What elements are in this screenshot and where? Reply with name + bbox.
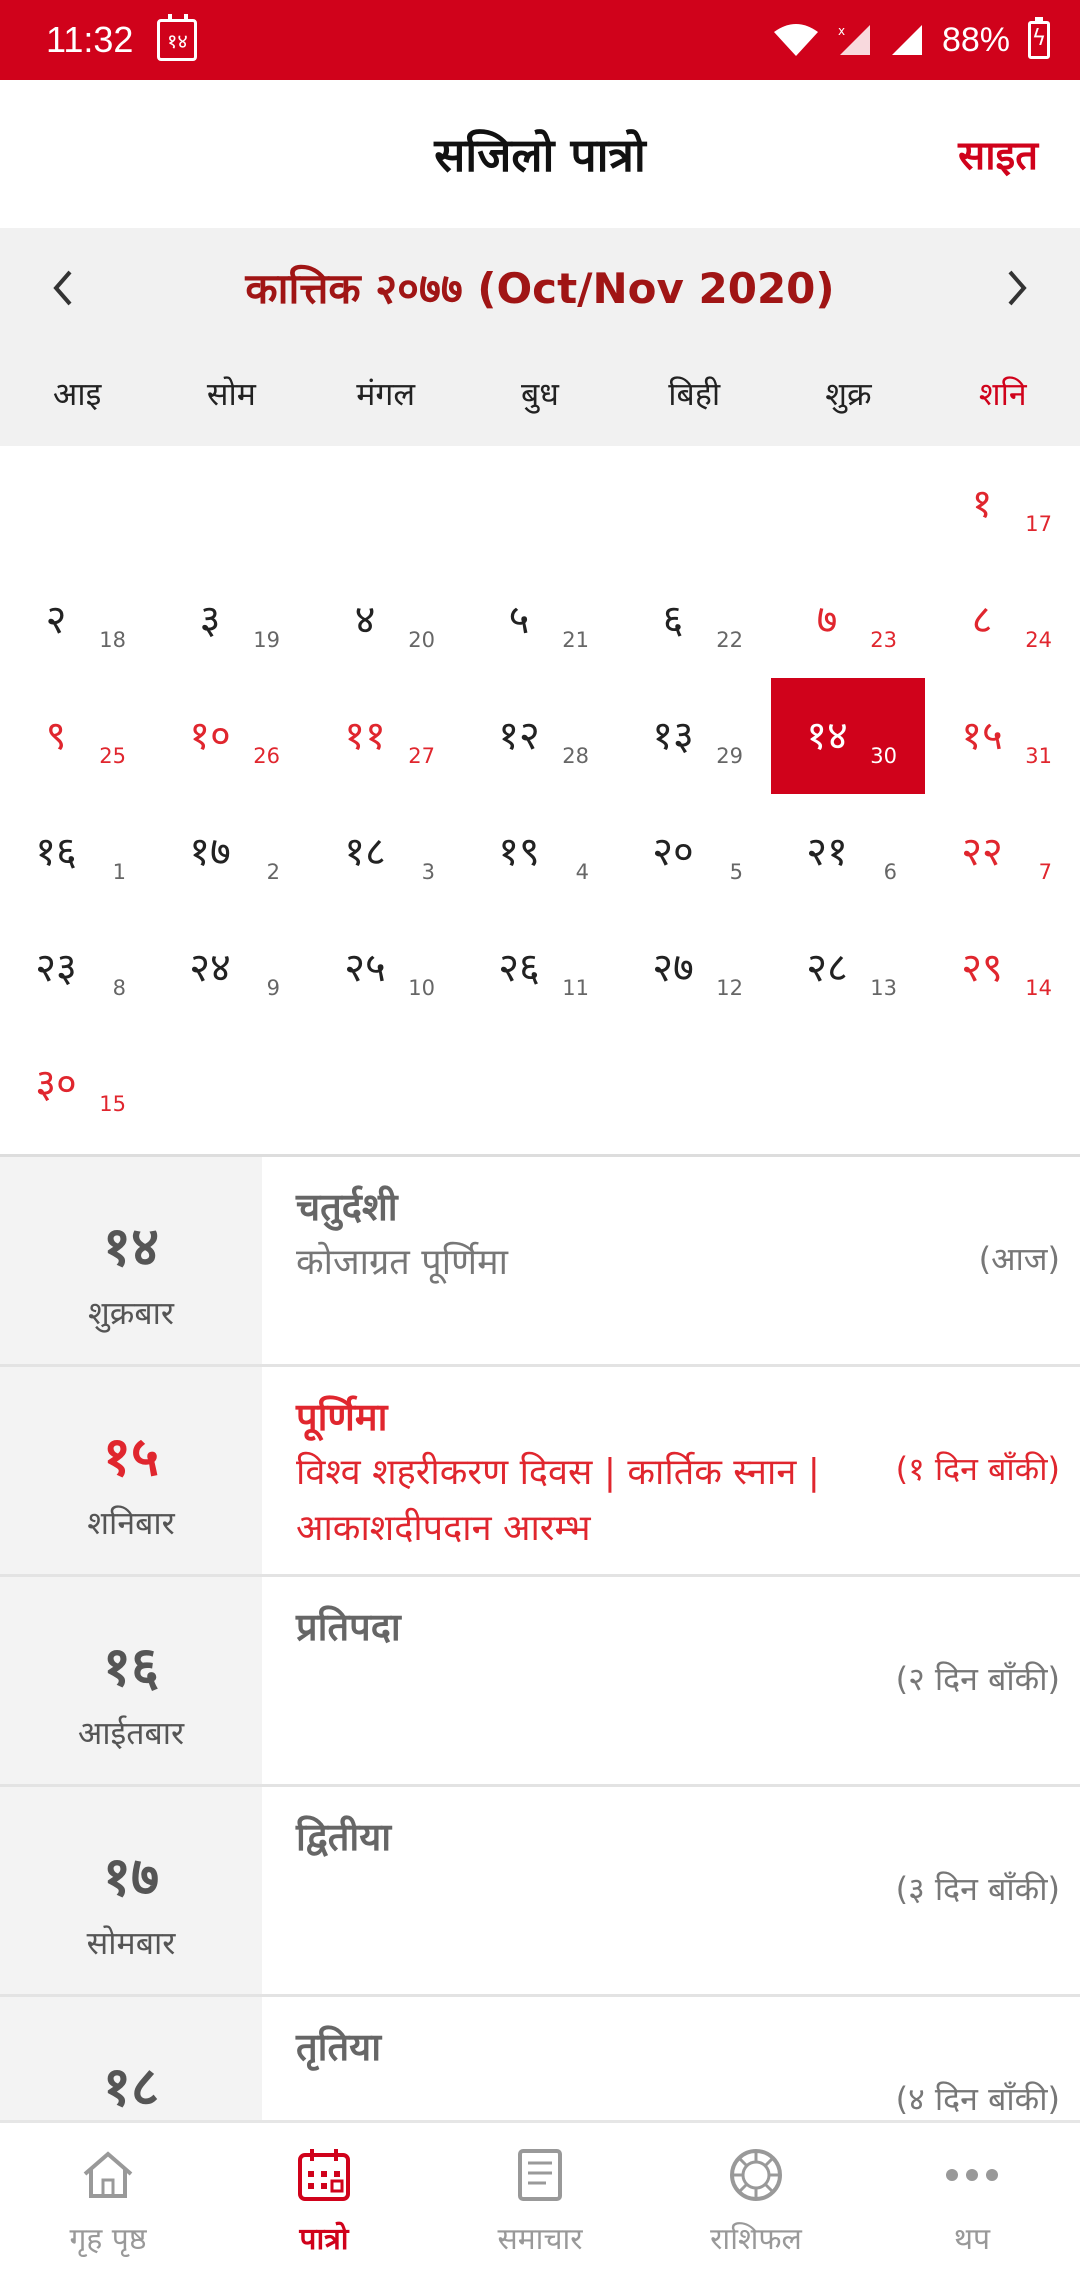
day-number-nepali: ४ [354, 597, 376, 643]
status-indicators [772, 21, 1050, 60]
event-tithi: चतुर्दशी [296, 1185, 398, 1229]
day-number-english: 13 [870, 976, 897, 1000]
event-description: कोजाग्रत पूर्णिमा [296, 1242, 508, 1283]
event-row[interactable] [0, 1787, 1080, 1997]
event-body [262, 1577, 1080, 1784]
day-number-nepali: २ [45, 597, 67, 643]
status-bar [0, 0, 1080, 80]
calendar-day[interactable] [617, 678, 771, 794]
day-number-english: 29 [716, 744, 743, 768]
events-list [0, 1154, 1080, 2120]
day-number-english: 26 [253, 744, 280, 768]
event-day-number: १८ [102, 2055, 160, 2118]
cell-signal-icon [838, 23, 872, 57]
day-number-english: 2 [266, 860, 280, 884]
day-number-nepali: १ [971, 481, 993, 527]
zodiac-icon [726, 2145, 786, 2205]
wifi-icon [772, 22, 820, 58]
nav-horoscope[interactable] [648, 2123, 864, 2280]
day-number-english: 24 [1025, 628, 1052, 652]
day-number-nepali: ९ [45, 713, 67, 759]
calendar-day[interactable] [771, 910, 925, 1026]
nav-label: पात्रो [299, 2222, 349, 2257]
month-title: कात्तिक २०७७ (Oct/Nov 2020) [245, 263, 835, 313]
day-number-english: 23 [870, 628, 897, 652]
weekday-label-saturday: शनि [978, 375, 1027, 413]
event-days-remaining: (४ दिन बाँकी) [895, 2080, 1060, 2118]
day-number-english: 28 [562, 744, 589, 768]
day-number-nepali: २७ [652, 945, 694, 991]
calendar-day[interactable] [154, 910, 308, 1026]
calendar-grid [0, 446, 1080, 1154]
nav-label: गृह पृष्ठ [69, 2222, 147, 2257]
event-day-name: शुक्रबार [88, 1294, 174, 1332]
app-title: सजिलो पात्रो [434, 128, 646, 182]
calendar-day[interactable] [463, 910, 617, 1026]
day-number-english: 18 [99, 628, 126, 652]
app-header [0, 80, 1080, 228]
day-number-nepali: ३० [35, 1061, 77, 1107]
calendar-day[interactable] [617, 910, 771, 1026]
weekday-header-row [0, 346, 1080, 446]
day-number-english: 7 [1038, 860, 1052, 884]
cell-signal-2-icon [890, 23, 924, 57]
day-number-nepali: ८ [971, 597, 993, 643]
event-day-name: शनिबार [87, 1504, 175, 1542]
more-icon [942, 2145, 1002, 2205]
day-number-nepali: २३ [35, 945, 77, 991]
calendar-day[interactable] [309, 794, 463, 910]
day-number-nepali: १५ [961, 713, 1003, 759]
event-row[interactable] [0, 1157, 1080, 1367]
calendar-day[interactable] [154, 562, 308, 678]
chevron-left-icon [50, 268, 74, 308]
event-tithi: पूर्णिमा [296, 1395, 388, 1439]
calendar-day[interactable] [926, 562, 1080, 678]
day-number-nepali: २९ [961, 945, 1003, 991]
event-row[interactable] [0, 1367, 1080, 1577]
day-number-nepali: ५ [508, 597, 530, 643]
day-number-nepali: ६ [662, 597, 684, 643]
event-day-number: १४ [102, 1215, 160, 1278]
calendar-day[interactable] [0, 794, 154, 910]
day-number-english: 10 [408, 976, 435, 1000]
calendar-notification-icon [157, 19, 197, 61]
day-number-nepali: १२ [498, 713, 540, 759]
day-number-english: 12 [716, 976, 743, 1000]
day-number-english: 20 [408, 628, 435, 652]
calendar-day[interactable] [154, 794, 308, 910]
event-date-box [0, 1157, 262, 1364]
day-number-nepali: १३ [652, 713, 694, 759]
event-tithi: तृतिया [296, 2025, 382, 2069]
event-body [262, 1787, 1080, 1994]
status-time: 11:32 [46, 19, 134, 60]
day-number-english: 4 [575, 860, 589, 884]
day-number-english: 31 [1025, 744, 1052, 768]
calendar-day[interactable] [771, 794, 925, 910]
day-number-english: 14 [1025, 976, 1052, 1000]
day-number-nepali: २५ [344, 945, 386, 991]
event-date-box [0, 1787, 262, 1994]
day-number-nepali: १४ [806, 713, 848, 759]
calendar-day[interactable] [771, 562, 925, 678]
calendar-day[interactable] [309, 678, 463, 794]
day-number-nepali: २४ [189, 945, 231, 991]
calendar-day[interactable] [463, 562, 617, 678]
event-day-number: १६ [102, 1635, 160, 1698]
day-number-nepali: ३ [199, 597, 221, 643]
calendar-notification-number: १४ [167, 28, 188, 53]
event-date-box [0, 1577, 262, 1784]
weekday-label: सोम [206, 375, 256, 413]
calendar-day[interactable] [309, 562, 463, 678]
day-number-nepali: १८ [344, 829, 386, 875]
event-days-remaining: (२ दिन बाँकी) [895, 1660, 1060, 1698]
day-number-english: 15 [99, 1092, 126, 1116]
calendar-day[interactable] [0, 1026, 154, 1142]
month-header [0, 228, 1080, 346]
day-number-english: 19 [253, 628, 280, 652]
event-tithi: द्वितीया [296, 1815, 392, 1859]
day-number-english: 8 [112, 976, 126, 1000]
day-number-nepali: २० [652, 829, 694, 875]
calendar-day[interactable] [617, 794, 771, 910]
event-body [262, 1367, 1080, 1574]
weekday-label: मंगल [356, 375, 416, 413]
day-number-english: 21 [562, 628, 589, 652]
battery-percent: 88% [941, 20, 1010, 59]
calendar-day[interactable] [463, 794, 617, 910]
weekday-label: बिही [668, 375, 721, 413]
event-row[interactable] [0, 1997, 1080, 2120]
day-number-english: 1 [112, 860, 126, 884]
day-number-english: 3 [421, 860, 435, 884]
event-description: विश्व शहरीकरण दिवस | कार्तिक स्नान | आकाशदीपदान आरम्भ [296, 1452, 820, 1549]
nav-label: समाचार [497, 2222, 583, 2257]
calendar-day[interactable] [0, 678, 154, 794]
day-number-english: 25 [99, 744, 126, 768]
event-day-name: आईतबार [77, 1714, 185, 1752]
calendar-icon [294, 2145, 354, 2205]
event-body [262, 1157, 1080, 1364]
nav-news[interactable] [432, 2123, 648, 2280]
nav-label: राशिफल [710, 2222, 802, 2257]
event-day-number: १७ [102, 1845, 160, 1908]
day-number-english: 6 [883, 860, 897, 884]
weekday-label: आइ [52, 375, 102, 413]
day-number-nepali: ७ [816, 597, 838, 643]
event-row[interactable] [0, 1577, 1080, 1787]
day-number-english: 11 [562, 976, 589, 1000]
day-number-english: 17 [1025, 512, 1052, 536]
calendar-day[interactable] [0, 562, 154, 678]
day-number-english: 9 [266, 976, 280, 1000]
calendar-day[interactable] [617, 562, 771, 678]
calendar-day[interactable] [926, 910, 1080, 1026]
day-number-nepali: २६ [498, 945, 540, 991]
calendar-day[interactable] [926, 794, 1080, 910]
day-number-nepali: ११ [344, 713, 386, 759]
battery-charging-icon [1028, 21, 1050, 59]
calendar-day[interactable] [926, 446, 1080, 562]
saait-link[interactable]: साइत [958, 133, 1038, 179]
nav-more[interactable] [864, 2123, 1080, 2280]
event-days-remaining: (३ दिन बाँकी) [895, 1870, 1060, 1908]
event-days-remaining: (आज) [978, 1240, 1060, 1278]
day-number-nepali: २८ [806, 945, 848, 991]
day-number-nepali: १० [189, 713, 231, 759]
bottom-navigation [0, 2120, 1080, 2280]
calendar-day[interactable] [926, 678, 1080, 794]
calendar-day[interactable] [0, 910, 154, 1026]
day-number-english: 30 [870, 744, 897, 768]
day-number-nepali: १६ [35, 829, 77, 875]
weekday-label: बुध [520, 375, 559, 413]
calendar-day[interactable] [154, 678, 308, 794]
event-day-number: १५ [102, 1425, 160, 1488]
next-month-button[interactable] [988, 258, 1048, 318]
day-number-nepali: २२ [961, 829, 1003, 875]
nav-label: थप [953, 2222, 991, 2257]
svg-text:x: x [837, 24, 846, 38]
event-body [262, 1997, 1080, 2120]
weekday-label: शुक्र [825, 375, 872, 413]
event-tithi: प्रतिपदा [296, 1605, 401, 1649]
event-date-box [0, 1367, 262, 1574]
news-icon [510, 2145, 570, 2205]
day-number-english: 5 [729, 860, 743, 884]
event-date-box [0, 1997, 262, 2120]
day-number-nepali: १७ [189, 829, 231, 875]
prev-month-button[interactable] [32, 258, 92, 318]
day-number-nepali: २१ [806, 829, 848, 875]
day-number-english: 27 [408, 744, 435, 768]
chevron-right-icon [1006, 268, 1030, 308]
day-number-nepali: १९ [498, 829, 540, 875]
calendar-day-today[interactable] [771, 678, 925, 794]
calendar-day[interactable] [309, 910, 463, 1026]
nav-calendar[interactable] [216, 2123, 432, 2280]
event-day-name: सोमबार [86, 1924, 176, 1962]
event-days-remaining: (१ दिन बाँकी) [895, 1450, 1060, 1488]
nav-home[interactable] [0, 2123, 216, 2280]
home-icon [78, 2145, 138, 2205]
calendar-day[interactable] [463, 678, 617, 794]
day-number-english: 22 [716, 628, 743, 652]
